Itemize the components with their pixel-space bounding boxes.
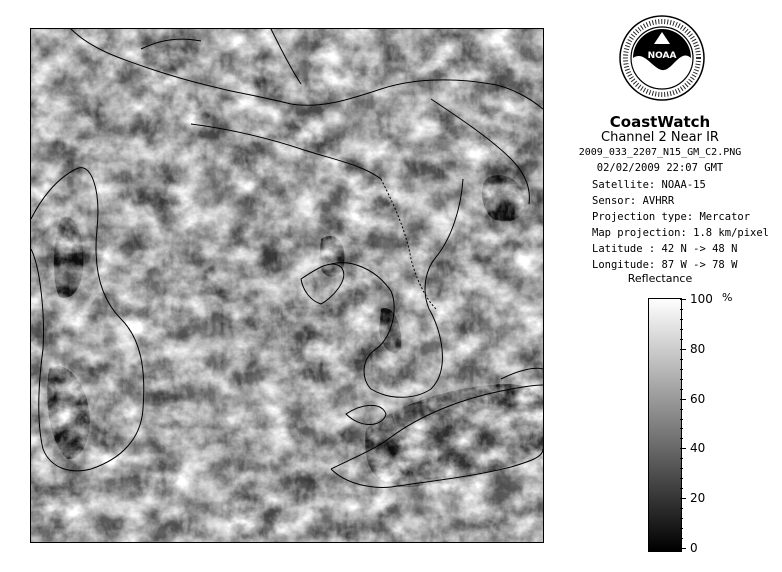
colorbar-minor-tick: [680, 488, 683, 489]
colorbar-major-tick: [680, 498, 686, 499]
colorbar-minor-tick: [680, 458, 683, 459]
colorbar-tick-label: 60: [690, 391, 706, 406]
colorbar-minor-tick: [680, 319, 683, 320]
colorbar-tick-label: 20: [690, 491, 706, 506]
colorbar-minor-tick: [680, 468, 683, 469]
sensor-info: Sensor: AVHRR: [592, 195, 675, 207]
colorbar-minor-tick: [680, 478, 683, 479]
colorbar-major-tick: [680, 548, 686, 549]
colorbar-minor-tick: [680, 419, 683, 420]
colorbar-major-tick: [680, 448, 686, 449]
channel-title: Channel 2 Near IR: [601, 130, 719, 145]
colorbar-minor-tick: [680, 438, 683, 439]
colorbar-minor-tick: [680, 428, 683, 429]
colorbar-minor-tick: [680, 518, 683, 519]
colorbar-minor-tick: [680, 329, 683, 330]
colorbar-tick-label: 100: [690, 292, 713, 306]
projection-type-info: Projection type: Mercator: [592, 211, 751, 223]
satellite-image-render: [31, 29, 543, 542]
colorbar-major-tick: [680, 349, 686, 350]
colorbar-minor-tick: [680, 379, 683, 380]
noaa-logo: [618, 14, 706, 102]
colorbar-minor-tick: [680, 389, 683, 390]
colorbar-tick-label: 40: [690, 441, 706, 456]
colorbar-major-tick: [680, 299, 686, 300]
colorbar-minor-tick: [680, 369, 683, 370]
colorbar-minor-tick: [680, 528, 683, 529]
map-projection-info: Map projection: 1.8 km/pixel: [592, 227, 770, 239]
longitude-info: Longitude: 87 W -> 78 W: [592, 259, 738, 271]
noaa-logo-graphic: [618, 14, 706, 102]
colorbar-major-tick: [680, 399, 686, 400]
satellite-image: [30, 28, 544, 543]
colorbar-unit: %: [722, 291, 733, 304]
colorbar-minor-tick: [680, 339, 683, 340]
colorbar: [648, 298, 682, 552]
colorbar-tick-label: 0: [690, 541, 698, 555]
file-name: 2009_033_2207_N15_GM_C2.PNG: [578, 147, 742, 158]
date-time: 02/02/2009 22:07 GMT: [596, 162, 724, 174]
colorbar-tick-label: 80: [690, 341, 706, 356]
colorbar-minor-tick: [680, 309, 683, 310]
noaa-logo-name: NOAA: [647, 51, 677, 61]
colorbar-minor-tick: [680, 359, 683, 360]
colorbar-minor-tick: [680, 409, 683, 410]
colorbar-label: Reflectance: [627, 272, 693, 285]
latitude-info: Latitude : 42 N -> 48 N: [592, 243, 738, 255]
cloud-streaks: [31, 29, 543, 542]
colorbar-minor-tick: [680, 508, 683, 509]
product-title: CoastWatch: [609, 113, 711, 131]
colorbar-minor-tick: [680, 538, 683, 539]
satellite-info: Satellite: NOAA-15: [592, 179, 706, 191]
